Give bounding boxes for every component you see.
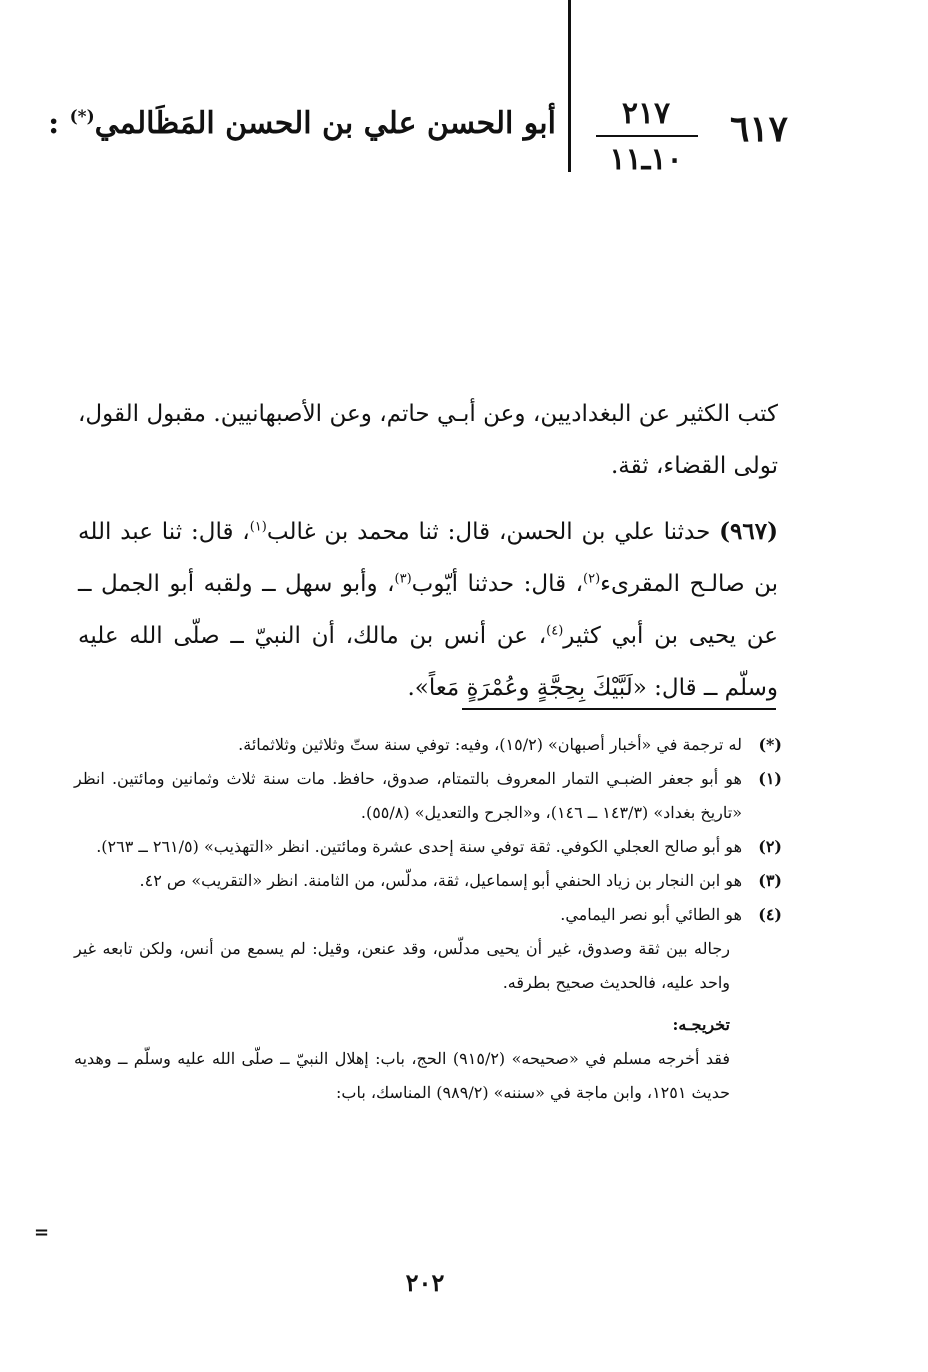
takhrij-text: فقد أخرجه مسلم في «صحيحه» (٩١٥/٢) الحج، باب: إهلال النبيّ ــ صلّى الله عليه وسلّم ــ وهديه حديث ١٢٥١، وابن ماجة في «سننه» (٩٨٩/٢) المناسك، باب: xyxy=(74,1049,730,1102)
header-divider xyxy=(568,0,571,172)
footnote-text: هو الطائي أبو نصر اليمامي. xyxy=(560,905,742,924)
footnote-text: له ترجمة في «أخبار أصبهان» (١٥/٢)، وفيه: توفي سنة ستّ وثلاثين وثلاثمائة. xyxy=(238,735,742,754)
hadith-number: (٩٦٧) xyxy=(719,518,778,545)
footnote-separator xyxy=(462,708,776,710)
footnotes xyxy=(74,728,782,1110)
header-title xyxy=(48,106,556,141)
hadith-text: ، قال: حدثنا أيّوب xyxy=(411,571,583,597)
footnote xyxy=(74,898,782,932)
biography: كتب الكثير عن البغداديين، وعن أبـي حاتم، وعن الأصبهانيين. مقبول القول، تولى القضاء، ثقة. xyxy=(78,401,778,479)
footnote-ref: (١) xyxy=(249,519,267,535)
main-text xyxy=(78,388,778,714)
continuation-mark: = xyxy=(34,1222,50,1243)
hadith-text: ، عن أنس بن مالك، أن النبيّ ــ صلّى الله عليه وسلّم ــ قال: «لَبَّيْكَ بِحِجَّةٍ وعُمْرَةٍ مَعاً». xyxy=(78,623,778,701)
hadith-text: ، قال: ثنا عبد الله بن صالـح المقرىء xyxy=(78,519,778,597)
footnote xyxy=(74,728,782,762)
footnote-mark: (٤) xyxy=(758,905,782,924)
fraction-line xyxy=(596,135,698,137)
fraction-top: ٢١٧ xyxy=(621,96,671,131)
page-number: ٢٠٢ xyxy=(405,1268,445,1297)
footnote xyxy=(74,864,782,898)
fraction-bottom: ١٠ـ١١ xyxy=(609,142,683,177)
footnote-text: هو أبو صالح العجلي الكوفي. ثقة توفي سنة إحدى عشرة ومائتين. انظر «التهذيب» (٢٦١/٥ ــ ٢٦٣). xyxy=(96,837,742,856)
footnote-ref: (٣) xyxy=(394,571,412,587)
assessment-text: رجاله بين ثقة وصدوق، غير أن يحيى مدلّس، وقد عنعن، وقيل: لم يسمع من أنس، ولكن تابعه غير واحد عليه، فالحديث صحيح بطرقه. xyxy=(74,939,730,992)
footnote-mark: (*) xyxy=(758,735,782,754)
footnote-ref: (٢) xyxy=(583,571,601,587)
hadith-paragraph xyxy=(78,506,778,714)
footnote-text: هو أبو جعفر الضبـي التمار المعروف بالتمتام، صدوق، حافظ. مات سنة ثلاث وثمانين ومائتين. انظر «تاريخ بغداد» (١٤٣/٣ ــ ١٤٦)، و«الجرح والتعديل» (٥٥/٨). xyxy=(74,769,742,822)
entry-number: ٦١٧ xyxy=(729,108,788,150)
hadith-text: ، وأبو سهل ــ ولقبه أبو الجمل ــ عن يحيى بن أبي كثير xyxy=(78,571,778,649)
footnote xyxy=(74,830,782,864)
title-marker: (*) xyxy=(69,107,95,127)
hadith-text: حدثنا علي بن الحسن، قال: ثنا محمد بن غالب xyxy=(266,519,720,545)
title-text: أبو الحسن علي بن الحسن المَظَالمي xyxy=(94,106,556,141)
footnote-text: هو ابن النجار بن زياد الحنفي أبو إسماعيل، ثقة، مدلّس، من الثامنة. انظر «التقريب» ص ٤٢. xyxy=(139,871,742,890)
takhrij-heading: تخريجـه: xyxy=(672,1015,730,1034)
footnote-mark: (٣) xyxy=(758,871,782,890)
footnote xyxy=(74,762,782,830)
footnote-mark: (١) xyxy=(758,769,782,788)
footnote-ref: (٤) xyxy=(546,623,564,639)
title-suffix: : xyxy=(48,106,60,141)
footnote-mark: (٢) xyxy=(758,837,782,856)
